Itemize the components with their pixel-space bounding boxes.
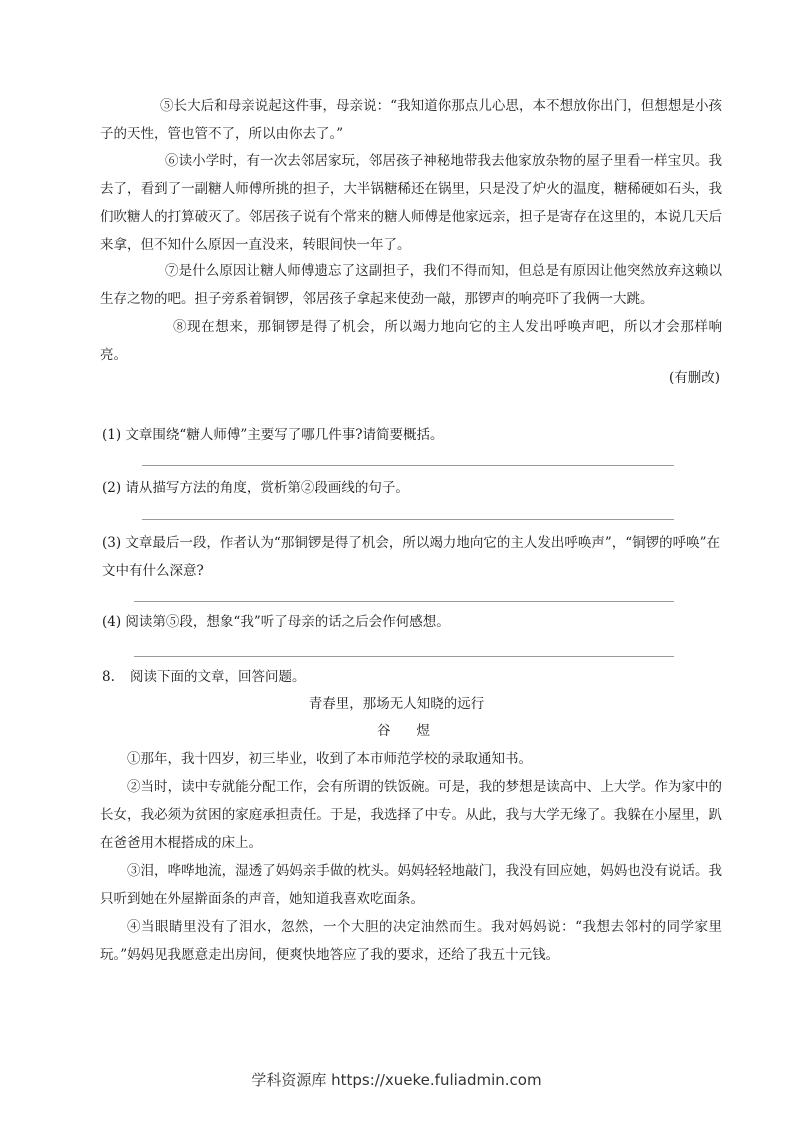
answer-line-1[interactable] <box>142 465 674 466</box>
question-3: (3) 文章最后一段，作者认为“那铜锣是得了机会，所以竭力地向它的主人发出呼唤声”，“铜锣的呼唤”在文中有什么深意? <box>102 535 721 579</box>
article-author: 谷煜 <box>377 723 456 739</box>
question-1: (1) 文章围绕“糖人师傅”主要写了哪几件事?请简要概括。 <box>102 427 444 443</box>
story-paragraph-5: ⑤长大后和母亲说起这件事，母亲说：“我知道你那点儿心思，本不想放你出门，但想想是小孩子的天性，管也管不了，所以由你去了。” <box>100 98 722 142</box>
answer-line-4[interactable] <box>134 656 674 657</box>
question-2: (2) 请从描写方法的角度，赏析第②段画线的句子。 <box>102 480 409 496</box>
article-paragraph-2: ②当时，读中专就能分配工作，会有所谓的铁饭碗。可是，我的梦想是读高中、上大学。作为家中的长女，我必须为贫困的家庭承担责任。于是，我选择了中专。从此，我与大学无缘了。我躲在小屋里，趴在爸爸用木棍搭成的床上。 <box>100 779 722 851</box>
answer-line-2[interactable] <box>142 519 674 520</box>
question-4: (4) 阅读第⑤段，想象“我”听了母亲的话之后会作何感想。 <box>102 614 450 630</box>
answer-line-3[interactable] <box>134 601 674 602</box>
question-8-number: 8. <box>102 669 115 685</box>
story-paragraph-8: ⑧现在想来，那铜锣是得了机会，所以竭力地向它的主人发出呼唤声吧，所以才会那样响亮。 <box>100 319 722 363</box>
article-paragraph-1: ①那年，我十四岁，初三毕业，收到了本市师范学校的录取通知书。 <box>127 751 532 767</box>
article-paragraph-3: ③泪，哗哗地流，湿透了妈妈亲手做的枕头。妈妈轻轻地敲门，我没有回应她，妈妈也没有说话。我只听到她在外屋擀面条的声音，她知道我喜欢吃面条。 <box>100 863 722 907</box>
article-title: 青春里，那场无人知晓的远行 <box>308 696 485 712</box>
source-note: (有删改) <box>668 370 720 386</box>
story-paragraph-6: ⑥读小学时，有一次去邻居家玩，邻居孩子神秘地带我去他家放杂物的屋子里看一样宝贝。我去了，看到了一副糖人师傅所挑的担子，大半锅糖稀还在锅里，只是没了炉火的温度，糖稀硬如石头，我们吹糖人的打算破灭了。邻居孩子说有个常来的糖人师傅是他家远亲，担子是寄存在这里的，本说几天后来拿，但不知什么原因一直没来，转眼间快一年了。 <box>100 153 722 253</box>
story-paragraph-7: ⑦是什么原因让糖人师傅遗忘了这副担子，我们不得而知，但总是有原因让他突然放弃这赖以生存之物的吧。担子旁系着铜锣，邻居孩子拿起来使劲一敲，那锣声的响亮吓了我俩一大跳。 <box>100 263 722 307</box>
article-paragraph-4: ④当眼睛里没有了泪水，忽然，一个大胆的决定油然而生。我对妈妈说：“我想去邻村的同学家里玩。”妈妈见我愿意走出房间，便爽快地答应了我的要求，还给了我五十元钱。 <box>100 919 722 963</box>
footer-watermark: 学科资源库 https://xueke.fuliadmin.com <box>251 1071 542 1089</box>
question-8-prompt: 阅读下面的文章，回答问题。 <box>130 669 306 685</box>
